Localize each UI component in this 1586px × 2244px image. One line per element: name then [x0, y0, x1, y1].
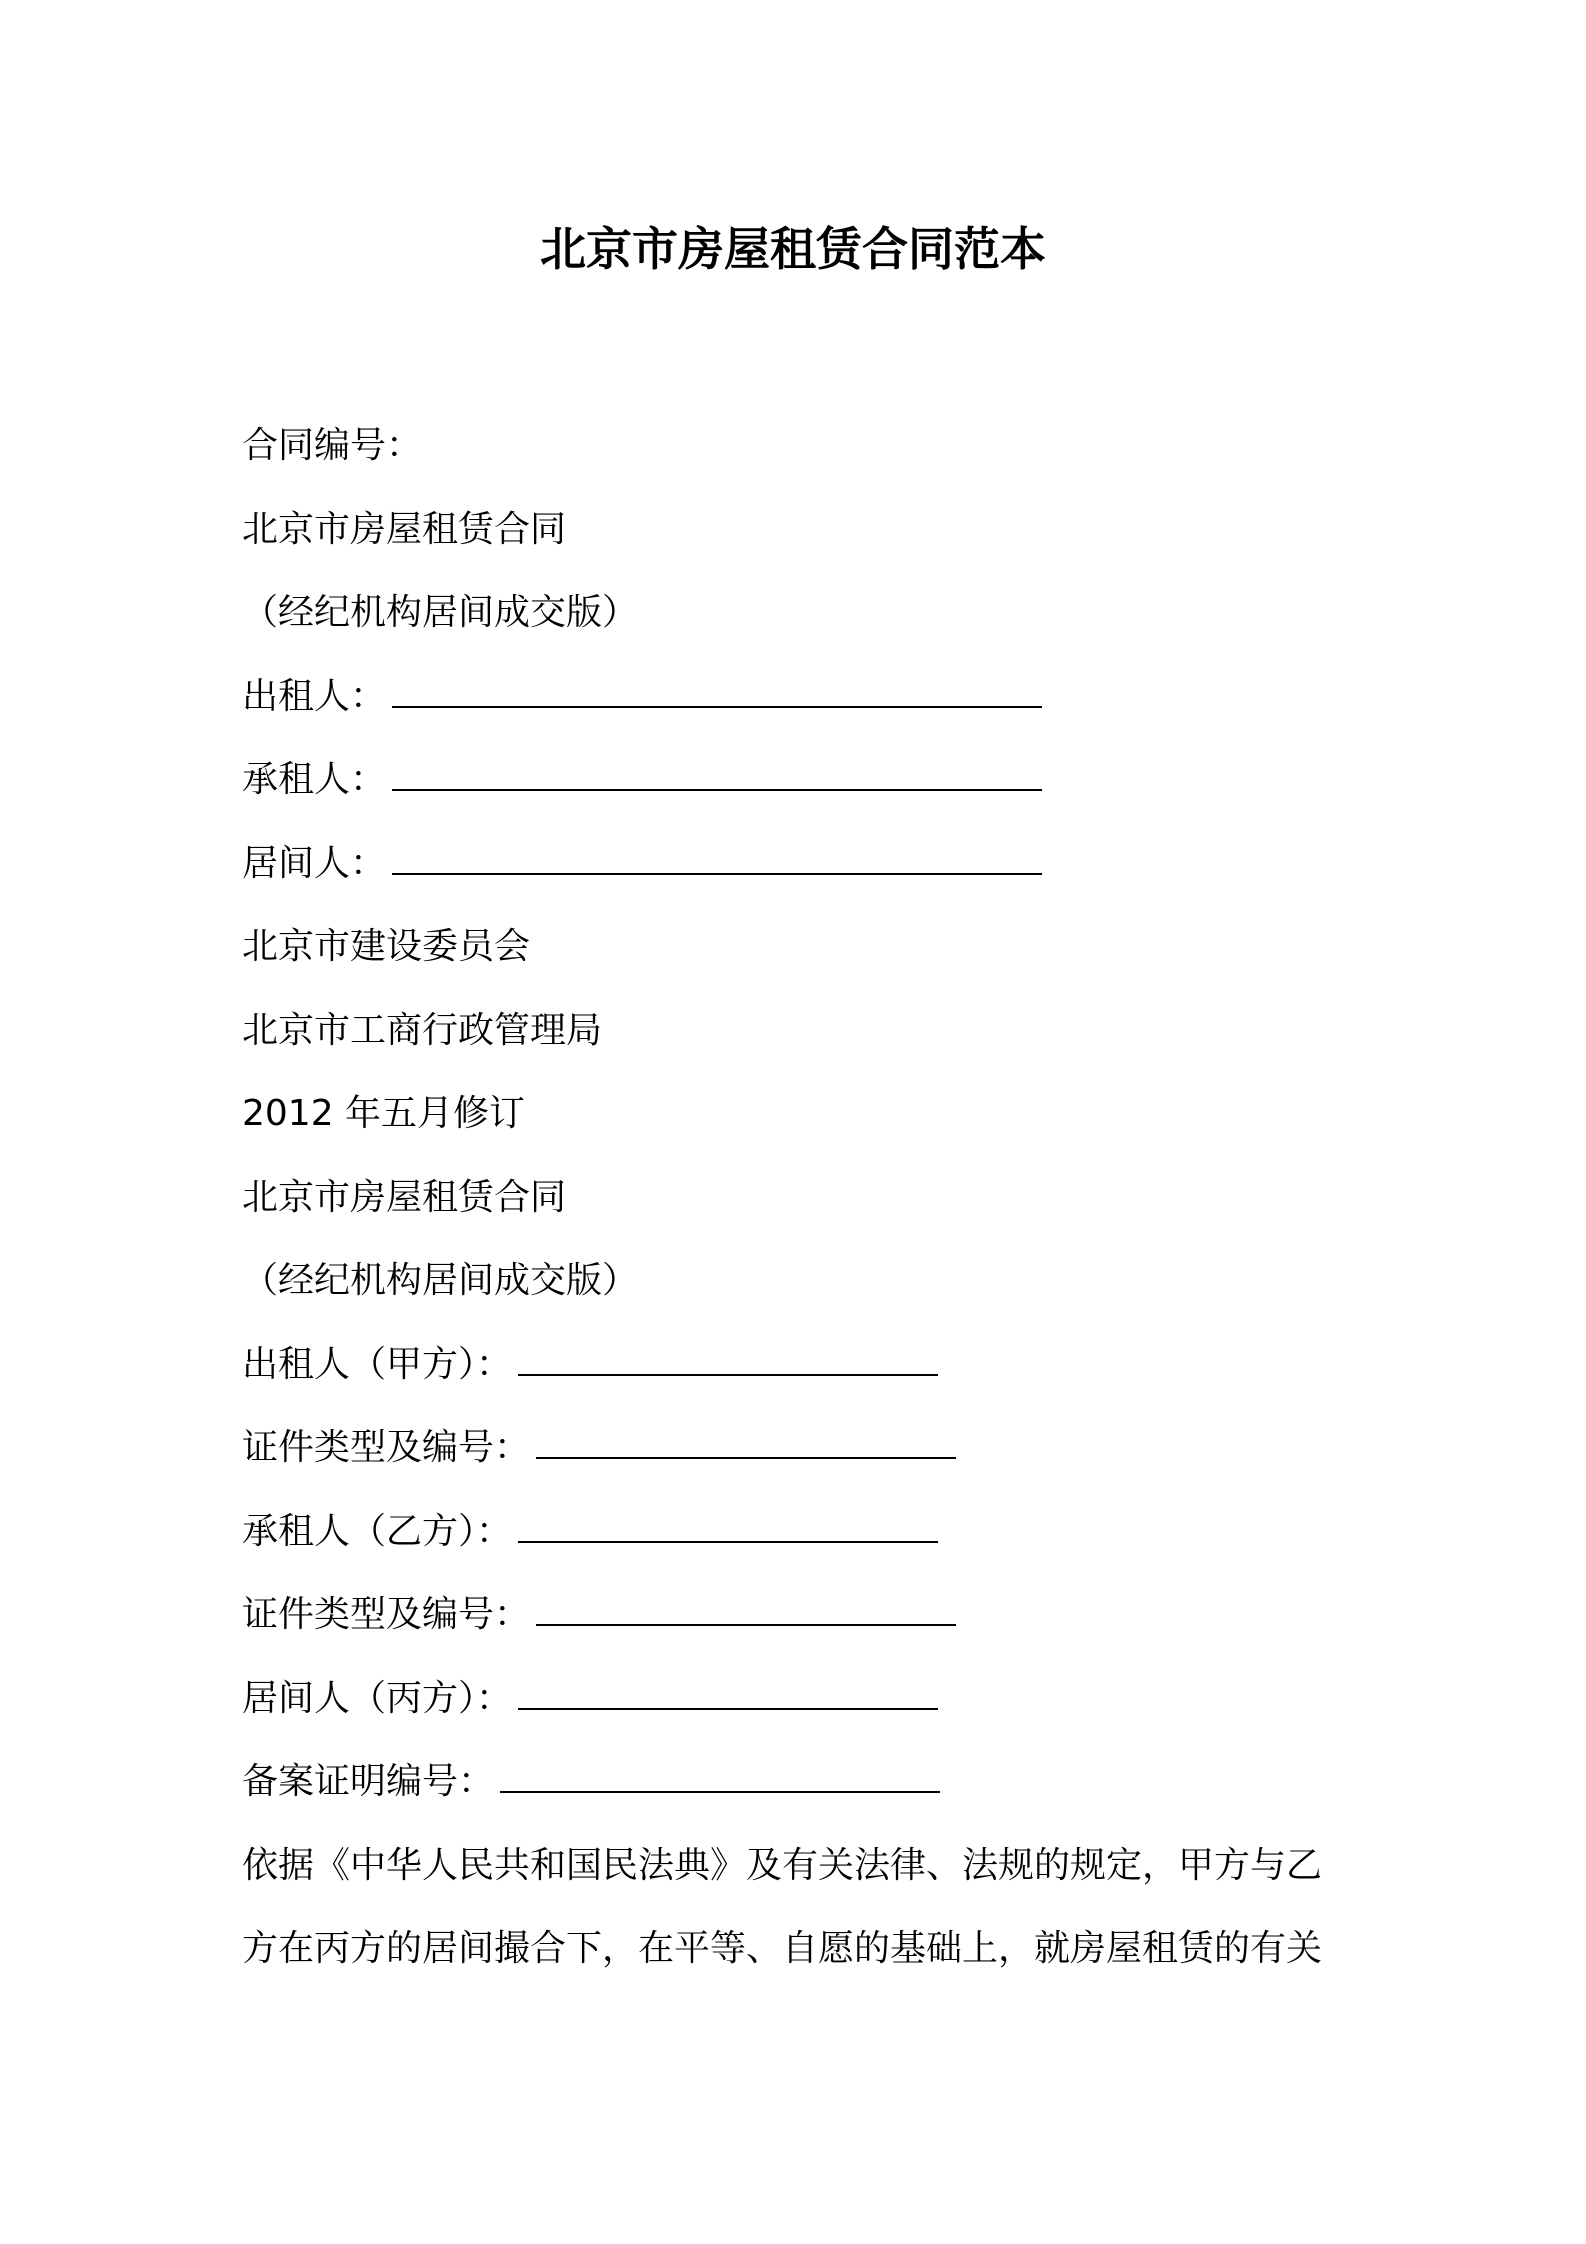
party-c-line	[242, 1657, 1352, 1741]
cover-edition	[242, 571, 1352, 655]
party-b-id-line	[242, 1573, 1352, 1657]
party-b-blank[interactable]	[518, 1511, 938, 1543]
preamble-paragraph: 依据《中华人民共和国民法典》及有关法律、法规的规定，甲方与乙方在丙方的居间撮合下，在平等、自愿的基础上，就房屋租赁的有关	[242, 1844, 1323, 1969]
party-a-line	[242, 1323, 1352, 1407]
party-a-blank[interactable]	[518, 1344, 938, 1376]
revision-text: 2012 年五月修订	[242, 1093, 526, 1134]
cover-edition-text: （经纪机构居间成交版）	[242, 592, 639, 633]
revision-line	[242, 1072, 1352, 1156]
party-b-line	[242, 1490, 1352, 1574]
document-title: 北京市房屋租赁合同范本	[540, 222, 1046, 276]
party-b-id-blank[interactable]	[536, 1594, 956, 1626]
filing-number-line	[242, 1740, 1352, 1824]
filing-number-blank[interactable]	[500, 1761, 940, 1793]
contract-number-line	[242, 404, 1352, 488]
body-contract-name-text: 北京市房屋租赁合同	[242, 1176, 567, 1218]
cover-contract-name	[242, 488, 1352, 572]
party-b-id-label: 证件类型及编号：	[242, 1594, 531, 1635]
party-a-id-label: 证件类型及编号：	[242, 1427, 531, 1468]
issuer-1	[242, 905, 1352, 989]
party-a-label: 出租人（甲方）：	[242, 1343, 513, 1385]
lessee-label: 承租人：	[242, 759, 387, 800]
body-edition-text: （经纪机构居间成交版）	[242, 1260, 639, 1301]
lessor-blank[interactable]	[392, 676, 1042, 708]
issuer-1-text: 北京市建设委员会	[242, 926, 531, 967]
broker-line	[242, 822, 1352, 906]
issuer-2-text: 北京市工商行政管理局	[242, 1009, 603, 1051]
document-body	[242, 404, 1352, 1991]
party-b-label: 承租人（乙方）：	[242, 1510, 513, 1552]
lessee-blank[interactable]	[392, 759, 1042, 791]
lessor-label: 出租人：	[242, 675, 387, 717]
body-contract-name	[242, 1156, 1352, 1240]
lessee-line	[242, 738, 1352, 822]
body-edition	[242, 1239, 1352, 1323]
contract-number-label: 合同编号：	[242, 425, 423, 466]
party-a-id-line	[242, 1406, 1352, 1490]
broker-label: 居间人：	[242, 842, 387, 884]
party-c-label: 居间人（丙方）：	[242, 1677, 513, 1719]
issuer-2	[242, 989, 1352, 1073]
broker-blank[interactable]	[392, 843, 1042, 875]
cover-contract-name-text: 北京市房屋租赁合同	[242, 508, 567, 550]
party-c-blank[interactable]	[518, 1678, 938, 1710]
lessor-line	[242, 655, 1352, 739]
party-a-id-blank[interactable]	[536, 1427, 956, 1459]
filing-number-label: 备案证明编号：	[242, 1761, 495, 1802]
